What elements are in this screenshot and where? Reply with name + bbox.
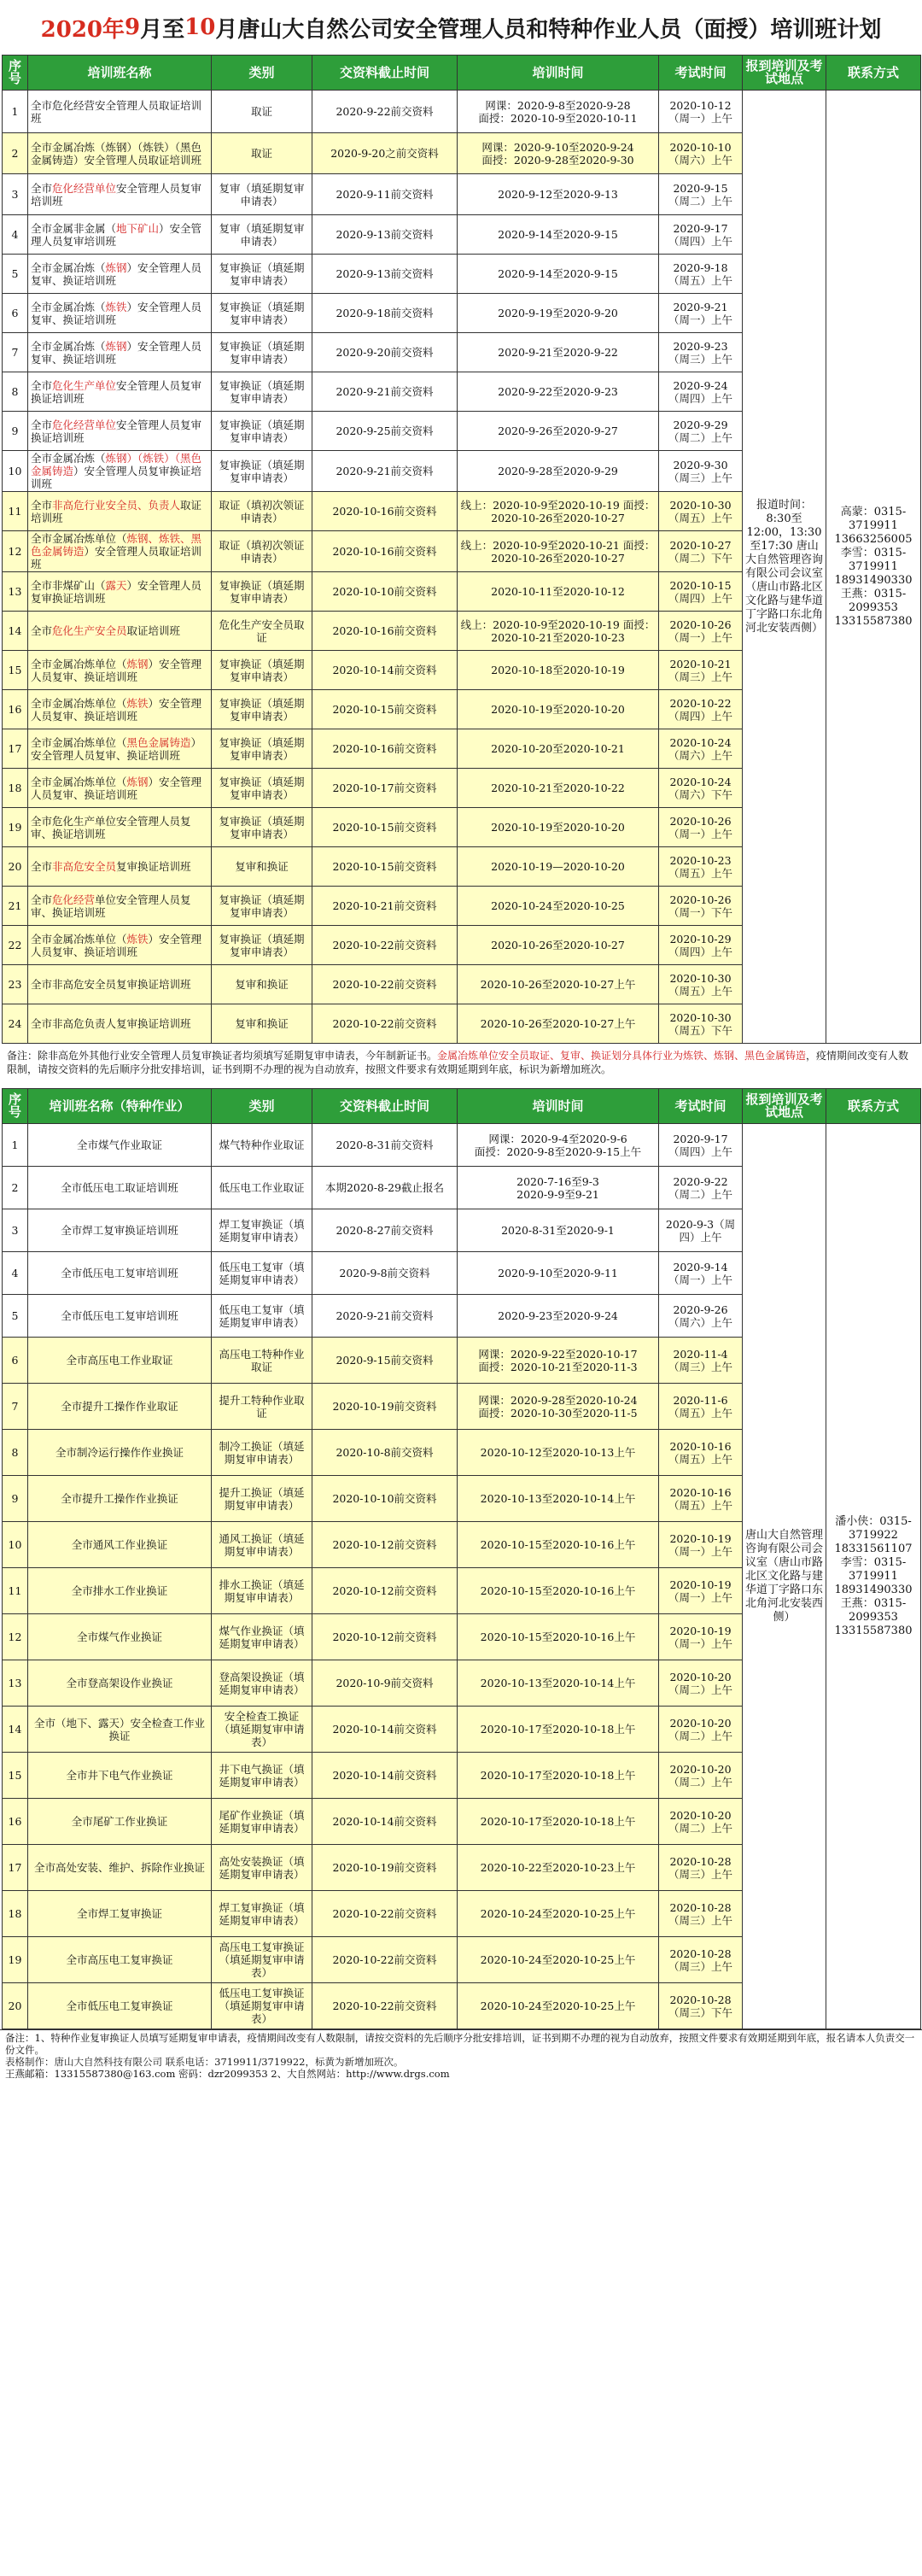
- venue-info: 报道时间：8:30至12:00，13:30至17:30 唐山大自然管理咨询有限公司会议室（唐山市路北区文化路与建华道丁字路口东北角河北安装西侧）: [743, 91, 826, 1044]
- exam-time: 2020-10-29 （周四）上午: [659, 926, 743, 965]
- course-name: 全市金属冶炼（炼钢）安全管理人员复审、换证培训班: [28, 333, 212, 372]
- training-time: 网课：2020-9-8至2020-9-28 面授：2020-10-9至2020-10-11: [458, 91, 659, 133]
- training-time: 2020-10-18至2020-10-19: [458, 651, 659, 690]
- exam-time: 2020-10-20 （周二）上午: [659, 1660, 743, 1707]
- row-number: 15: [3, 1753, 28, 1799]
- material-deadline: 2020-10-12前交资料: [312, 1614, 458, 1660]
- training-time: 2020-10-13至2020-10-14上午: [458, 1476, 659, 1522]
- course-name: 全市危化经营单位安全管理人员复审培训班: [28, 174, 212, 215]
- material-deadline: 2020-9-13前交资料: [312, 255, 458, 294]
- training-time: 线上：2020-10-9至2020-10-19 面授：2020-10-26至2020-10-27: [458, 492, 659, 531]
- course-name: 全市提升工操作作业取证: [28, 1384, 212, 1430]
- material-deadline: 2020-9-15前交资料: [312, 1338, 458, 1384]
- course-name: 全市金属冶炼单位（炼铁）安全管理人员复审、换证培训班: [28, 690, 212, 729]
- training-time: 2020-10-17至2020-10-18上午: [458, 1707, 659, 1753]
- course-name: 全市（地下、露天）安全检查工作业换证: [28, 1707, 212, 1753]
- material-deadline: 2020-10-15前交资料: [312, 847, 458, 887]
- row-number: 18: [3, 769, 28, 808]
- material-deadline: 2020-10-22前交资料: [312, 1004, 458, 1044]
- course-category: 提升工特种作业取证: [212, 1384, 312, 1430]
- footer-line-2: 表格制作：唐山大自然科技有限公司 联系电话：3719911/3719922，标黄为新增加班次。: [5, 2056, 404, 2068]
- course-category: 低压电工复审换证（填延期复审申请表）: [212, 1983, 312, 2029]
- material-deadline: 2020-10-21前交资料: [312, 887, 458, 926]
- exam-time: 2020-10-28 （周三）上午: [659, 1845, 743, 1891]
- course-name: 全市危化经营单位安全管理人员复审换证培训班: [28, 412, 212, 451]
- row-number: 1: [3, 91, 28, 133]
- exam-time: 2020-10-26 （周一）上午: [659, 612, 743, 651]
- training-time: 2020-10-24至2020-10-25上午: [458, 1891, 659, 1937]
- course-category: 低压电工复审（填延期复审申请表）: [212, 1295, 312, 1338]
- course-name: 全市低压电工复审培训班: [28, 1252, 212, 1295]
- row-number: 20: [3, 847, 28, 887]
- course-category: 尾矿作业换证（填延期复审申请表）: [212, 1799, 312, 1845]
- row-number: 3: [3, 174, 28, 215]
- course-name: 全市非高危安全员复审换证培训班: [28, 847, 212, 887]
- column-header: 序号: [3, 56, 28, 91]
- training-time: 2020-10-26至2020-10-27上午: [458, 1004, 659, 1044]
- course-category: 登高架设换证（填延期复审申请表）: [212, 1660, 312, 1707]
- training-time: 2020-9-10至2020-9-11: [458, 1252, 659, 1295]
- course-category: 复审和换证: [212, 847, 312, 887]
- row-number: 2: [3, 133, 28, 174]
- course-category: 高压电工特种作业取证: [212, 1338, 312, 1384]
- course-category: 复审和换证: [212, 965, 312, 1004]
- material-deadline: 2020-10-9前交资料: [312, 1660, 458, 1707]
- course-category: 取证（填初次领证申请表）: [212, 492, 312, 531]
- exam-time: 2020-9-21 （周一）上午: [659, 294, 743, 333]
- material-deadline: 2020-9-8前交资料: [312, 1252, 458, 1295]
- training-time: 2020-9-21至2020-9-22: [458, 333, 659, 372]
- contact-info: 潘小侠：0315-3719922 18331561107 李雪：0315-3719911 18931490330 王燕：0315-2099353 13315587380: [826, 1124, 921, 2029]
- training-time: 2020-10-13至2020-10-14上午: [458, 1660, 659, 1707]
- exam-time: 2020-10-26 （周一）上午: [659, 808, 743, 847]
- course-name: 全市非高危安全员复审换证培训班: [28, 965, 212, 1004]
- row-number: 8: [3, 372, 28, 412]
- row-number: 14: [3, 1707, 28, 1753]
- exam-time: 2020-9-3（周四）上午: [659, 1209, 743, 1252]
- row-number: 14: [3, 612, 28, 651]
- course-category: 复审（填延期复审申请表）: [212, 174, 312, 215]
- row-number: 10: [3, 451, 28, 492]
- course-name: 全市井下电气作业换证: [28, 1753, 212, 1799]
- column-header: 培训时间: [458, 56, 659, 91]
- exam-time: 2020-10-26 （周一）下午: [659, 887, 743, 926]
- course-name: 全市低压电工取证培训班: [28, 1167, 212, 1209]
- row-number: 19: [3, 808, 28, 847]
- exam-time: 2020-10-23 （周五）上午: [659, 847, 743, 887]
- row-number: 24: [3, 1004, 28, 1044]
- column-header: 序号: [3, 1089, 28, 1124]
- exam-time: 2020-10-19 （周一）上午: [659, 1522, 743, 1568]
- row-number: 15: [3, 651, 28, 690]
- column-header: 考试时间: [659, 1089, 743, 1124]
- exam-time: 2020-9-26 （周六）上午: [659, 1295, 743, 1338]
- training-time: 2020-9-19至2020-9-20: [458, 294, 659, 333]
- course-category: 复审换证（填延期复审申请表）: [212, 294, 312, 333]
- row-number: 13: [3, 572, 28, 612]
- material-deadline: 2020-10-19前交资料: [312, 1384, 458, 1430]
- course-category: 复审（填延期复审申请表）: [212, 215, 312, 255]
- material-deadline: 2020-10-8前交资料: [312, 1430, 458, 1476]
- row-number: 10: [3, 1522, 28, 1568]
- course-category: 排水工换证（填延期复审申请表）: [212, 1568, 312, 1614]
- exam-time: 2020-9-18 （周五）上午: [659, 255, 743, 294]
- material-deadline: 2020-10-12前交资料: [312, 1522, 458, 1568]
- exam-time: 2020-11-6 （周五）上午: [659, 1384, 743, 1430]
- row-number: 17: [3, 729, 28, 769]
- row-number: 22: [3, 926, 28, 965]
- column-header: 交资料截止时间: [312, 56, 458, 91]
- course-category: 复审换证（填延期复审申请表）: [212, 255, 312, 294]
- exam-time: 2020-10-28 （周三）上午: [659, 1937, 743, 1983]
- row-number: 9: [3, 412, 28, 451]
- course-category: 焊工复审换证（填延期复审申请表）: [212, 1891, 312, 1937]
- course-category: 复审换证（填延期复审申请表）: [212, 769, 312, 808]
- course-name: 全市煤气作业取证: [28, 1124, 212, 1167]
- training-time: 2020-10-19至2020-10-20: [458, 808, 659, 847]
- material-deadline: 2020-10-16前交资料: [312, 612, 458, 651]
- material-deadline: 2020-10-10前交资料: [312, 1476, 458, 1522]
- exam-time: 2020-10-30 （周五）下午: [659, 1004, 743, 1044]
- column-header: 交资料截止时间: [312, 1089, 458, 1124]
- material-deadline: 2020-10-19前交资料: [312, 1845, 458, 1891]
- course-name: 全市煤气作业换证: [28, 1614, 212, 1660]
- course-category: 低压电工作业取证: [212, 1167, 312, 1209]
- course-category: 通风工换证（填延期复审申请表）: [212, 1522, 312, 1568]
- training-time: 2020-10-24至2020-10-25上午: [458, 1983, 659, 2029]
- row-number: 6: [3, 294, 28, 333]
- row-number: 23: [3, 965, 28, 1004]
- material-deadline: 2020-8-27前交资料: [312, 1209, 458, 1252]
- page-title: 2020年 9 月至 10 月唐山大自然公司安全管理人员和特种作业人员（面授）培训班计划: [40, 15, 882, 43]
- material-deadline: 2020-9-13前交资料: [312, 215, 458, 255]
- material-deadline: 2020-10-16前交资料: [312, 531, 458, 572]
- training-time: 2020-10-21至2020-10-22: [458, 769, 659, 808]
- course-name: 全市通风工作业换证: [28, 1522, 212, 1568]
- special-operations-table: [2, 1088, 921, 2029]
- material-deadline: 2020-9-21前交资料: [312, 451, 458, 492]
- course-name: 全市金属冶炼（炼铁）安全管理人员复审、换证培训班: [28, 294, 212, 333]
- course-category: 复审换证（填延期复审申请表）: [212, 690, 312, 729]
- course-category: 取证（填初次领证申请表）: [212, 531, 312, 572]
- course-name: 全市非高危行业安全员、负责人取证培训班: [28, 492, 212, 531]
- course-name: 全市非高危负责人复审换证培训班: [28, 1004, 212, 1044]
- training-time: 2020-10-15至2020-10-16上午: [458, 1522, 659, 1568]
- course-category: 焊工复审换证（填延期复审申请表）: [212, 1209, 312, 1252]
- course-category: 复审换证（填延期复审申请表）: [212, 333, 312, 372]
- course-category: 复审换证（填延期复审申请表）: [212, 651, 312, 690]
- training-time: 2020-10-15至2020-10-16上午: [458, 1614, 659, 1660]
- row-number: 17: [3, 1845, 28, 1891]
- row-number: 7: [3, 1384, 28, 1430]
- exam-time: 2020-11-4 （周三）上午: [659, 1338, 743, 1384]
- material-deadline: 2020-10-16前交资料: [312, 492, 458, 531]
- row-number: 19: [3, 1937, 28, 1983]
- exam-time: 2020-9-30 （周三）上午: [659, 451, 743, 492]
- training-time: 2020-10-19至2020-10-20: [458, 690, 659, 729]
- row-number: 13: [3, 1660, 28, 1707]
- course-name: 全市金属冶炼单位（炼钢）安全管理人员复审、换证培训班: [28, 651, 212, 690]
- training-time: 2020-10-17至2020-10-18上午: [458, 1753, 659, 1799]
- material-deadline: 2020-10-14前交资料: [312, 651, 458, 690]
- exam-time: 2020-10-30 （周五）上午: [659, 965, 743, 1004]
- course-category: 低压电工复审（填延期复审申请表）: [212, 1252, 312, 1295]
- training-time: 网课：2020-9-4至2020-9-6 面授：2020-9-8至2020-9-15上午: [458, 1124, 659, 1167]
- training-time: 2020-9-23至2020-9-24: [458, 1295, 659, 1338]
- exam-time: 2020-9-23 （周三）上午: [659, 333, 743, 372]
- training-time: 2020-7-16至9-3 2020-9-9至9-21: [458, 1167, 659, 1209]
- course-name: 全市非煤矿山（露天）安全管理人员复审换证培训班: [28, 572, 212, 612]
- row-number: 11: [3, 492, 28, 531]
- material-deadline: 2020-10-10前交资料: [312, 572, 458, 612]
- material-deadline: 2020-10-22前交资料: [312, 1983, 458, 2029]
- exam-time: 2020-9-17 （周四）上午: [659, 1124, 743, 1167]
- row-number: 18: [3, 1891, 28, 1937]
- training-time: 2020-10-20至2020-10-21: [458, 729, 659, 769]
- course-name: 全市低压电工复审换证: [28, 1983, 212, 2029]
- course-name: 全市金属冶炼（炼钢）（炼铁）（黑色金属铸造）安全管理人员取证培训班: [28, 133, 212, 174]
- training-time: 网课：2020-9-10至2020-9-24 面授：2020-9-28至2020-9-30: [458, 133, 659, 174]
- material-deadline: 2020-9-18前交资料: [312, 294, 458, 333]
- column-header: 联系方式: [826, 1089, 921, 1124]
- course-name: 全市危化经营安全管理人员取证培训班: [28, 91, 212, 133]
- course-name: 全市金属非金属（地下矿山）安全管理人员复审培训班: [28, 215, 212, 255]
- training-time: 网课：2020-9-22至2020-10-17 面授：2020-10-21至2020-11-3: [458, 1338, 659, 1384]
- column-header: 类别: [212, 56, 312, 91]
- course-category: 高压电工复审换证（填延期复审申请表）: [212, 1937, 312, 1983]
- training-time: 2020-9-14至2020-9-15: [458, 255, 659, 294]
- exam-time: 2020-9-24 （周四）上午: [659, 372, 743, 412]
- course-category: 复审换证（填延期复审申请表）: [212, 808, 312, 847]
- course-category: 高处安装换证（填延期复审申请表）: [212, 1845, 312, 1891]
- course-name: 全市金属冶炼（炼钢）（炼铁）（黑色金属铸造）安全管理人员复审换证培训班: [28, 451, 212, 492]
- material-deadline: 2020-10-12前交资料: [312, 1568, 458, 1614]
- column-header: 报到培训及考试地点: [743, 56, 826, 91]
- exam-time: 2020-9-14 （周一）上午: [659, 1252, 743, 1295]
- table1-note: 备注：除非高危外其他行业安全管理人员复审换证者均须填写延期复审申请表，今年制新证书。金属冶炼单位安全员取证、复审、换证划分具体行业为炼铁、炼钢、黑色金属铸造，疫情期间改变有人数限制，请按交资料的先后顺序分批安排培训，证书到期不办理的视为自动放弃，按照文件要求有效期延期到年底，标识为新增加班次。: [7, 1050, 909, 1075]
- row-number: 5: [3, 1295, 28, 1338]
- row-number: 2: [3, 1167, 28, 1209]
- course-name: 全市登高架设作业换证: [28, 1660, 212, 1707]
- course-name: 全市危化经营单位安全管理人员复审、换证培训班: [28, 887, 212, 926]
- material-deadline: 2020-10-15前交资料: [312, 690, 458, 729]
- training-time: 线上：2020-10-9至2020-10-19 面授：2020-10-21至2020-10-23: [458, 612, 659, 651]
- course-name: 全市焊工复审换证培训班: [28, 1209, 212, 1252]
- training-time: 2020-10-24至2020-10-25: [458, 887, 659, 926]
- course-category: 提升工换证（填延期复审申请表）: [212, 1476, 312, 1522]
- course-category: 煤气作业换证（填延期复审申请表）: [212, 1614, 312, 1660]
- course-name: 全市金属冶炼单位（黑色金属铸造）安全管理人员复审、换证培训班: [28, 729, 212, 769]
- contact-info: 高蒙：0315-3719911 13663256005 李雪：0315-3719911 18931490330 王燕：0315-2099353 13315587380: [826, 91, 921, 1044]
- exam-time: 2020-9-29 （周二）上午: [659, 412, 743, 451]
- exam-time: 2020-10-20 （周二）上午: [659, 1753, 743, 1799]
- exam-time: 2020-10-24 （周六）上午: [659, 729, 743, 769]
- exam-time: 2020-10-16 （周五）上午: [659, 1430, 743, 1476]
- material-deadline: 2020-10-17前交资料: [312, 769, 458, 808]
- training-time: 2020-10-12至2020-10-13上午: [458, 1430, 659, 1476]
- training-time: 2020-10-11至2020-10-12: [458, 572, 659, 612]
- table-row: [3, 1124, 921, 1167]
- course-name: 全市金属冶炼单位（炼钢）安全管理人员复审、换证培训班: [28, 769, 212, 808]
- material-deadline: 2020-10-22前交资料: [312, 1937, 458, 1983]
- material-deadline: 2020-10-22前交资料: [312, 1891, 458, 1937]
- column-header: 培训班名称（特种作业）: [28, 1089, 212, 1124]
- course-category: 危化生产安全员取证: [212, 612, 312, 651]
- row-number: 4: [3, 215, 28, 255]
- column-header: 考试时间: [659, 56, 743, 91]
- row-number: 9: [3, 1476, 28, 1522]
- course-name: 全市低压电工复审培训班: [28, 1295, 212, 1338]
- course-category: 复审换证（填延期复审申请表）: [212, 451, 312, 492]
- course-name: 全市危化生产安全员取证培训班: [28, 612, 212, 651]
- material-deadline: 2020-10-16前交资料: [312, 729, 458, 769]
- course-category: 制冷工换证（填延期复审申请表）: [212, 1430, 312, 1476]
- course-category: 煤气特种作业取证: [212, 1124, 312, 1167]
- material-deadline: 2020-10-15前交资料: [312, 808, 458, 847]
- course-category: 复审换证（填延期复审申请表）: [212, 572, 312, 612]
- training-time: 2020-10-19—2020-10-20: [458, 847, 659, 887]
- row-number: 3: [3, 1209, 28, 1252]
- material-deadline: 2020-8-31前交资料: [312, 1124, 458, 1167]
- row-number: 16: [3, 690, 28, 729]
- column-header: 类别: [212, 1089, 312, 1124]
- exam-time: 2020-9-22 （周二）上午: [659, 1167, 743, 1209]
- footer-line-1: 备注：1、特种作业复审换证人员填写延期复审申请表，疫情期间改变有人数限制，请按交资料的先后顺序分批安排培训，证书到期不办理的视为自动放弃，按照文件要求有效期延期到年底，报名请本人负责交一份文件。: [5, 2032, 915, 2056]
- material-deadline: 2020-9-21前交资料: [312, 372, 458, 412]
- training-time: 2020-9-14至2020-9-15: [458, 215, 659, 255]
- course-name: 全市排水工作业换证: [28, 1568, 212, 1614]
- course-category: 复审和换证: [212, 1004, 312, 1044]
- material-deadline: 2020-9-25前交资料: [312, 412, 458, 451]
- material-deadline: 2020-9-21前交资料: [312, 1295, 458, 1338]
- footer-line-3: 王燕邮箱：13315587380@163.com 密码：dzr2099353 2、大自然网站：http://www.drgs.com: [5, 2068, 450, 2080]
- venue-info: 唐山大自然管理咨询有限公司会议室（唐山市路北区文化路与建华道丁字路口东北角河北安装西侧）: [743, 1124, 826, 2029]
- row-number: 16: [3, 1799, 28, 1845]
- course-name: 全市金属冶炼单位（炼铁）安全管理人员复审、换证培训班: [28, 926, 212, 965]
- training-time: 2020-9-12至2020-9-13: [458, 174, 659, 215]
- column-header: 联系方式: [826, 56, 921, 91]
- course-name: 全市危化生产单位安全管理人员复审换证培训班: [28, 372, 212, 412]
- column-header: 培训班名称: [28, 56, 212, 91]
- column-header: 报到培训及考试地点: [743, 1089, 826, 1124]
- row-number: 4: [3, 1252, 28, 1295]
- footer-notes: [0, 2029, 922, 2080]
- course-name: 全市制冷运行操作作业换证: [28, 1430, 212, 1476]
- course-category: 复审换证（填延期复审申请表）: [212, 926, 312, 965]
- exam-time: 2020-10-16 （周五）上午: [659, 1476, 743, 1522]
- training-time: 2020-10-17至2020-10-18上午: [458, 1799, 659, 1845]
- row-number: 11: [3, 1568, 28, 1614]
- course-name: 全市高压电工复审换证: [28, 1937, 212, 1983]
- exam-time: 2020-10-15 （周四）上午: [659, 572, 743, 612]
- course-name: 全市危化生产单位安全管理人员复审、换证培训班: [28, 808, 212, 847]
- material-deadline: 2020-10-22前交资料: [312, 965, 458, 1004]
- material-deadline: 2020-9-22前交资料: [312, 91, 458, 133]
- course-category: 复审换证（填延期复审申请表）: [212, 372, 312, 412]
- exam-time: 2020-10-20 （周二）上午: [659, 1707, 743, 1753]
- course-category: 井下电气换证（填延期复审申请表）: [212, 1753, 312, 1799]
- table-row: [3, 91, 921, 133]
- course-name: 全市焊工复审换证: [28, 1891, 212, 1937]
- exam-time: 2020-10-22 （周四）上午: [659, 690, 743, 729]
- row-number: 8: [3, 1430, 28, 1476]
- exam-time: 2020-9-15 （周二）上午: [659, 174, 743, 215]
- material-deadline: 2020-9-20前交资料: [312, 333, 458, 372]
- course-name: 全市提升工操作作业换证: [28, 1476, 212, 1522]
- row-number: 12: [3, 1614, 28, 1660]
- material-deadline: 本期2020-8-29截止报名: [312, 1167, 458, 1209]
- row-number: 6: [3, 1338, 28, 1384]
- training-time: 2020-9-22至2020-9-23: [458, 372, 659, 412]
- row-number: 7: [3, 333, 28, 372]
- exam-time: 2020-10-19 （周一）上午: [659, 1568, 743, 1614]
- row-number: 12: [3, 531, 28, 572]
- row-number: 1: [3, 1124, 28, 1167]
- course-name: 全市尾矿工作业换证: [28, 1799, 212, 1845]
- training-time: 2020-10-15至2020-10-16上午: [458, 1568, 659, 1614]
- material-deadline: 2020-10-14前交资料: [312, 1799, 458, 1845]
- training-time: 2020-10-24至2020-10-25上午: [458, 1937, 659, 1983]
- exam-time: 2020-10-20 （周二）上午: [659, 1799, 743, 1845]
- training-time: 2020-10-26至2020-10-27: [458, 926, 659, 965]
- exam-time: 2020-10-28 （周三）上午: [659, 1891, 743, 1937]
- training-time: 线上：2020-10-9至2020-10-21 面授：2020-10-26至2020-10-27: [458, 531, 659, 572]
- course-category: 安全检查工换证（填延期复审申请表）: [212, 1707, 312, 1753]
- course-category: 复审换证（填延期复审申请表）: [212, 887, 312, 926]
- column-header: 培训时间: [458, 1089, 659, 1124]
- material-deadline: 2020-9-20之前交资料: [312, 133, 458, 174]
- exam-time: 2020-9-17 （周四）上午: [659, 215, 743, 255]
- material-deadline: 2020-10-22前交资料: [312, 926, 458, 965]
- course-category: 复审换证（填延期复审申请表）: [212, 412, 312, 451]
- course-name: 全市高处安装、维护、拆除作业换证: [28, 1845, 212, 1891]
- training-time: 网课：2020-9-28至2020-10-24 面授：2020-10-30至2020-11-5: [458, 1384, 659, 1430]
- training-time: 2020-9-26至2020-9-27: [458, 412, 659, 451]
- training-time: 2020-9-28至2020-9-29: [458, 451, 659, 492]
- material-deadline: 2020-9-11前交资料: [312, 174, 458, 215]
- exam-time: 2020-10-28 （周三）下午: [659, 1983, 743, 2029]
- course-category: 取证: [212, 133, 312, 174]
- management-training-table: [2, 55, 921, 1044]
- material-deadline: 2020-10-14前交资料: [312, 1707, 458, 1753]
- exam-time: 2020-10-30 （周五）上午: [659, 492, 743, 531]
- row-number: 5: [3, 255, 28, 294]
- exam-time: 2020-10-27 （周二）下午: [659, 531, 743, 572]
- course-name: 全市金属冶炼单位（炼钢、炼铁、黑色金属铸造）安全管理人员取证培训班: [28, 531, 212, 572]
- course-name: 全市金属冶炼（炼钢）安全管理人员复审、换证培训班: [28, 255, 212, 294]
- exam-time: 2020-10-24 （周六）下午: [659, 769, 743, 808]
- training-time: 2020-10-26至2020-10-27上午: [458, 965, 659, 1004]
- exam-time: 2020-10-21 （周三）上午: [659, 651, 743, 690]
- exam-time: 2020-10-12 （周一）上午: [659, 91, 743, 133]
- row-number: 20: [3, 1983, 28, 2029]
- course-name: 全市高压电工作业取证: [28, 1338, 212, 1384]
- training-time: 2020-8-31至2020-9-1: [458, 1209, 659, 1252]
- course-category: 复审换证（填延期复审申请表）: [212, 729, 312, 769]
- training-time: 2020-10-22至2020-10-23上午: [458, 1845, 659, 1891]
- course-category: 取证: [212, 91, 312, 133]
- exam-time: 2020-10-10 （周六）上午: [659, 133, 743, 174]
- exam-time: 2020-10-19 （周一）上午: [659, 1614, 743, 1660]
- row-number: 21: [3, 887, 28, 926]
- material-deadline: 2020-10-14前交资料: [312, 1753, 458, 1799]
